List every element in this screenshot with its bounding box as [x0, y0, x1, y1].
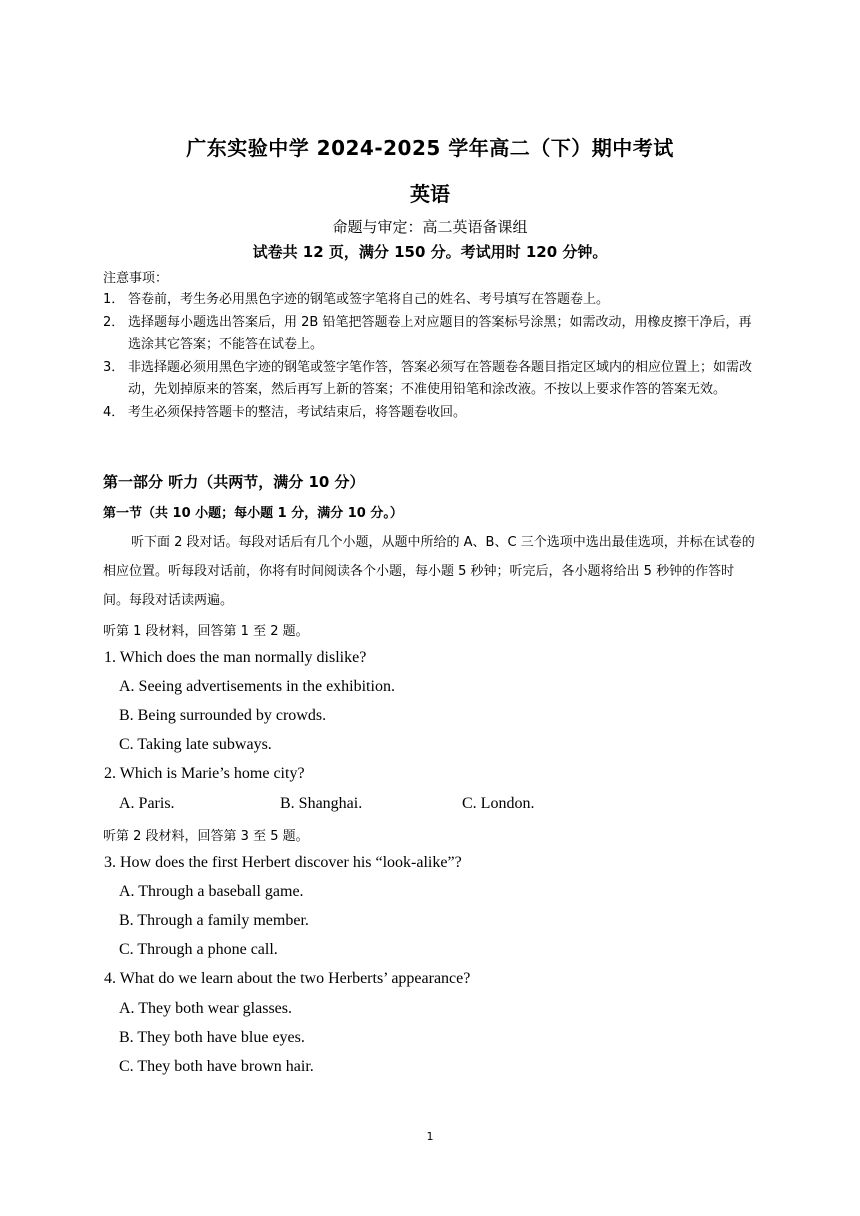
notes-heading: 注意事项：	[103, 271, 169, 286]
question-2-option-c: C. London.	[462, 795, 535, 812]
page-number: 1	[426, 1130, 434, 1143]
question-3-option-b: B. Through a family member.	[119, 912, 309, 929]
question-1-option-c: C. Taking late subways.	[119, 736, 272, 753]
question-2-option-a: A. Paris.	[119, 795, 175, 812]
question-1: 1. Which does the man normally dislike?	[104, 649, 367, 666]
material-one-instruction: 听第 1 段材料，回答第 1 至 2 题。	[103, 624, 309, 639]
question-1-option-a: A. Seeing advertisements in the exhibition.	[119, 678, 395, 695]
question-4-option-b: B. They both have blue eyes.	[119, 1029, 305, 1046]
notes-item-text: 考生必须保持答题卡的整洁，考试结束后，将答题卷收回。	[128, 404, 467, 420]
question-4-option-c: C. They both have brown hair.	[119, 1058, 314, 1075]
question-2: 2. Which is Marie’s home city?	[104, 765, 305, 782]
question-3-option-c: C. Through a phone call.	[119, 941, 278, 958]
notes-item-text: 非选择题必须用黑色字迹的钢笔或签字笔作答，答案必须写在答题卷各题目指定区域内的相应位置上；如需改动，先划掉原来的答案，然后再写上新的答案；不准使用铅笔和涂改液。不按以上要求作答的答案无效。	[128, 359, 753, 397]
notes-item-number: 3．	[103, 359, 125, 375]
notes-item-text: 选择题每小题选出答案后，用 2B 铅笔把答题卷上对应题目的答案标号涂黑；如需改动，用橡皮擦干净后，再选涂其它答案；不能答在试卷上。	[128, 314, 752, 352]
part-one-heading: 第一部分 听力（共两节，满分 10 分）	[103, 473, 365, 491]
section-one-heading: 第一节（共 10 小题；每小题 1 分，满分 10 分。）	[103, 506, 403, 521]
notes-item-text: 答卷前，考生务必用黑色字迹的钢笔或签字笔将自己的姓名、考号填写在答题卷上。	[128, 292, 610, 307]
exam-info-line: 试卷共 12 页，满分 150 分。考试用时 120 分钟。	[252, 243, 608, 261]
notes-item	[103, 289, 759, 312]
subject-title: 英语	[410, 182, 450, 206]
notes-item-number: 1．	[103, 292, 125, 307]
question-2-option-b: B. Shanghai.	[280, 795, 363, 812]
listening-directions: 听下面 2 段对话。每段对话后有几个小题，从题中所给的 A、B、C 三个选项中选出最佳选项，并标在试卷的相应位置。听每段对话前，你将有时间阅读各个小题，每小题 5 秒钟；听完后，各小题将给出 5 秒钟的作答时间。每段对话读两遍。	[103, 535, 755, 608]
notes-list	[103, 289, 759, 424]
question-4: 4. What do we learn about the two Herberts’ appearance?	[104, 970, 471, 987]
notes-item	[103, 312, 759, 357]
notes-item	[103, 402, 759, 425]
question-1-option-b: B. Being surrounded by crowds.	[119, 707, 327, 724]
notes-item-number: 4．	[103, 404, 125, 420]
question-4-option-a: A. They both wear glasses.	[119, 1000, 292, 1017]
compiler-line: 命题与审定：高二英语备课组	[332, 218, 528, 236]
question-3-option-a: A. Through a baseball game.	[119, 883, 304, 900]
material-two-instruction: 听第 2 段材料，回答第 3 至 5 题。	[103, 829, 309, 844]
notes-item	[103, 357, 759, 402]
question-3: 3. How does the first Herbert discover his “look-alike”?	[104, 854, 462, 871]
exam-title: 广东实验中学 2024-2025 学年高二（下）期中考试	[186, 136, 674, 160]
notes-item-number: 2．	[103, 314, 125, 330]
